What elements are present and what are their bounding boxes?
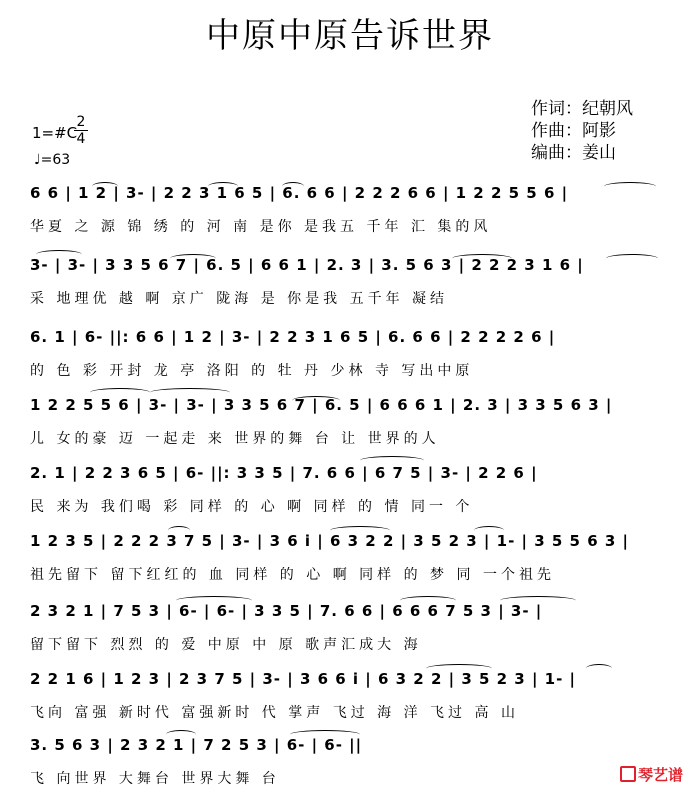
notation-line: 1 2 3 5 | 2 2 2 3 7 5 | 3- | 3 6 i | 6 3 2 2 | 3 5 2 3 | 1- | 3 5 5 6 3 | [30, 532, 629, 550]
lyrics-line: 华夏 之 源 锦 绣 的 河 南 是你 是我五 千年 汇 集的风 [30, 219, 492, 235]
music-system-5 [30, 452, 670, 522]
notation-line: 3. 5 6 3 | 2 3 2 1 | 7 2 5 3 | 6- | 6- || [30, 736, 363, 754]
slur-arc [150, 388, 230, 397]
slur-arc [400, 596, 456, 605]
watermark-logo [620, 764, 683, 785]
slur-arc [176, 596, 252, 605]
lyrics-line: 留下留下 烈烈 的 爱 中原 中 原 歌声汇成大 海 [30, 637, 422, 653]
lyrics-line: 民 来为 我们喝 彩 同样 的 心 啊 同样 的 情 同一 个 [30, 499, 474, 515]
slur-arc [604, 182, 656, 191]
logo-icon [620, 766, 636, 782]
song-title: 中原中原告诉世界 [206, 16, 494, 56]
tempo-marking: ♩=63 [34, 152, 71, 168]
watermark-text: 琴艺谱 [638, 766, 684, 784]
time-signature [74, 114, 88, 147]
lyricist-credit: 作词：纪朝风 [531, 99, 633, 119]
arranger-credit: 编曲：姜山 [531, 143, 616, 163]
notation-line: 6. 1 | 6- ||: 6 6 | 1 2 | 3- | 2 2 3 1 6 5 | 6. 6 6 | 2 2 2 2 6 | [30, 328, 556, 346]
slur-arc [168, 526, 190, 535]
lyrics-line: 儿 女的豪 迈 一起走 来 世界的舞 台 让 世界的人 [30, 431, 440, 447]
meter-top: 2 [76, 114, 86, 130]
slur-arc [474, 526, 504, 535]
slur-arc [606, 254, 658, 263]
lyrics-line: 飞 向世界 大舞台 世界大舞 台 [30, 771, 280, 787]
slur-arc [90, 388, 150, 397]
notation-line: 3- | 3- | 3 3 5 6 7 | 6. 5 | 6 6 1 | 2. 3 | 3. 5 6 3 | 2 2 2 3 1 6 | [30, 256, 584, 274]
slur-arc [170, 254, 216, 263]
notation-line: 2 2 1 6 | 1 2 3 | 2 3 7 5 | 3- | 3 6 6 i | 6 3 2 2 | 3 5 2 3 | 1- | [30, 670, 577, 688]
lyrics-line: 的 色 彩 开封 龙 亭 洛阳 的 牡 丹 少林 寺 写出中原 [30, 363, 474, 379]
slur-arc [500, 596, 576, 605]
composer-credit: 作曲：阿影 [531, 121, 616, 141]
slur-arc [290, 730, 360, 739]
slur-arc [360, 456, 424, 465]
slur-arc [36, 250, 82, 259]
slur-arc [282, 182, 304, 191]
music-system-3 [30, 316, 670, 386]
music-system-1 [30, 172, 670, 242]
lyrics-line: 采 地理优 越 啊 京广 陇海 是 你是我 五千年 凝结 [30, 291, 449, 307]
slur-arc [426, 664, 492, 673]
notation-line: 1 2 2 5 5 6 | 3- | 3- | 3 3 5 6 7 | 6. 5 | 6 6 6 1 | 2. 3 | 3 3 5 6 3 | [30, 396, 613, 414]
slur-arc [208, 182, 238, 191]
slur-arc [92, 182, 118, 191]
notation-line: 2. 1 | 2 2 3 6 5 | 6- ||: 3 3 5 | 7. 6 6 | 6 7 5 | 3- | 2 2 6 | [30, 464, 538, 482]
slur-arc [292, 396, 340, 405]
lyrics-line: 飞向 富强 新时代 富强新时 代 掌声 飞过 海 洋 飞过 高 山 [30, 705, 519, 721]
credits-block [531, 98, 633, 164]
slur-arc [586, 664, 612, 673]
notation-line: 6 6 | 1 2 | 3- | 2 2 3 1 6 5 | 6. 6 6 | 2 2 2 6 6 | 1 2 2 5 5 6 | [30, 184, 569, 202]
slur-arc [452, 254, 512, 263]
meter-bottom: 4 [76, 131, 86, 147]
slur-arc [330, 526, 390, 535]
music-system-2 [30, 244, 670, 314]
music-system-8 [30, 658, 670, 728]
slur-arc [166, 730, 196, 739]
notation-line: 2 3 2 1 | 7 5 3 | 6- | 6- | 3 3 5 | 7. 6 6 | 6 6 6 7 5 3 | 3- | [30, 602, 543, 620]
key-signature: 1=#C [32, 124, 78, 142]
lyrics-line: 祖先留下 留下红红的 血 同样 的 心 啊 同样 的 梦 同 一个祖先 [30, 567, 555, 583]
